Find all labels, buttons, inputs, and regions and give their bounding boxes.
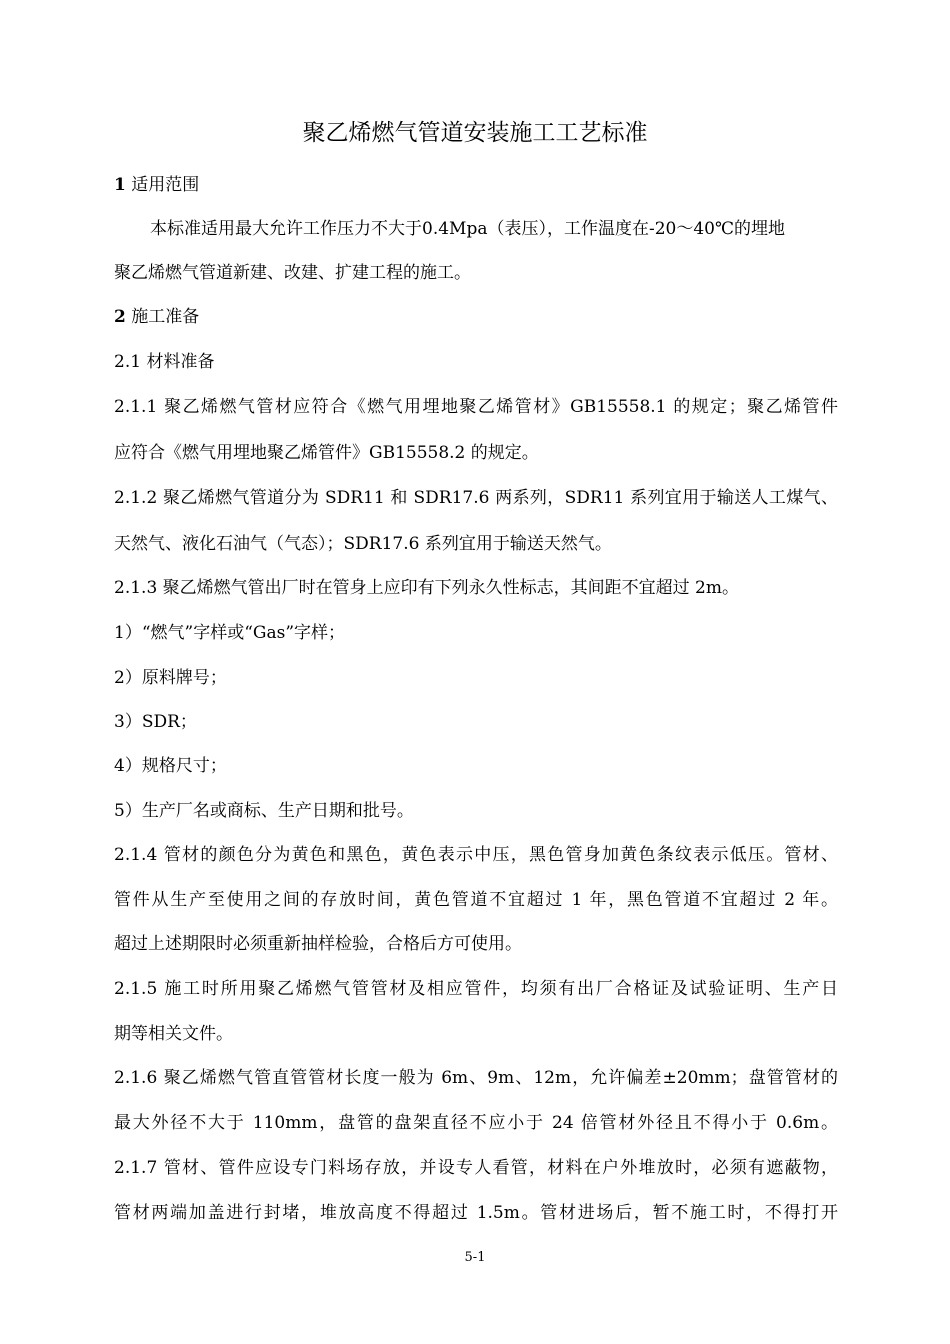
subsection-heading: 2.1 材料准备 — [114, 352, 215, 372]
section-number: 1 — [114, 175, 126, 195]
document-title: 聚乙烯燃气管道安装施工工艺标准 — [302, 120, 648, 146]
section-title: 适用范围 — [131, 175, 200, 195]
paragraph-line: 超过上述期限时必须重新抽样检验，合格后方可使用。 — [114, 934, 522, 954]
paragraph-line: 聚乙烯燃气管道新建、改建、扩建工程的施工。 — [114, 263, 471, 283]
paragraph-line: 2.1.5 施工时所用聚乙烯燃气管管材及相应管件，均须有出厂合格证及试验证明、生产日 — [114, 979, 838, 999]
paragraph-line: 本标准适用最大允许工作压力不大于0.4Mpa（表压），工作温度在-20～40℃的埋地 — [150, 219, 785, 239]
list-item: 2）原料牌号； — [114, 668, 227, 688]
paragraph-line: 2.1.2 聚乙烯燃气管道分为 SDR11 和 SDR17.6 两系列，SDR11 系列宜用于输送人工煤气、 — [114, 488, 838, 508]
list-item: 1）“燃气”字样或“Gas”字样； — [114, 623, 346, 643]
list-item: 3）SDR； — [114, 712, 197, 732]
paragraph-line: 管件从生产至使用之间的存放时间，黄色管道不宜超过 1 年，黑色管道不宜超过 2 年。 — [114, 890, 838, 910]
section-heading — [114, 304, 838, 330]
paragraph-line: 2.1.7 管材、管件应设专门料场存放，并设专人看管，材料在户外堆放时，必须有遮蔽物， — [114, 1158, 838, 1178]
section-heading — [114, 172, 838, 198]
page-number: 5-1 — [464, 1250, 486, 1265]
paragraph-line: 2.1.1 聚乙烯燃气管材应符合《燃气用埋地聚乙烯管材》GB15558.1 的规定；聚乙烯管件 — [114, 397, 838, 417]
list-item: 4）规格尺寸； — [114, 756, 227, 776]
paragraph-line: 最大外径不大于 110mm，盘管的盘架直径不应小于 24 倍管材外径且不得小于 0.6m。 — [114, 1113, 838, 1133]
paragraph-line: 期等相关文件。 — [114, 1024, 233, 1044]
paragraph-line: 管材两端加盖进行封堵，堆放高度不得超过 1.5m。管材进场后，暂不施工时，不得打开 — [114, 1203, 838, 1223]
list-item: 5）生产厂名或商标、生产日期和批号。 — [114, 801, 414, 821]
paragraph-line: 天然气、液化石油气（气态）；SDR17.6 系列宜用于输送天然气。 — [114, 534, 612, 554]
section-title: 施工准备 — [131, 307, 200, 327]
paragraph-line: 2.1.4 管材的颜色分为黄色和黑色，黄色表示中压，黑色管身加黄色条纹表示低压。管材、 — [114, 845, 838, 865]
paragraph-line: 应符合《燃气用埋地聚乙烯管件》GB15558.2 的规定。 — [114, 443, 539, 463]
section-number: 2 — [114, 307, 126, 327]
paragraph-line: 2.1.3 聚乙烯燃气管出厂时在管身上应印有下列永久性标志，其间距不宜超过 2m。 — [114, 578, 739, 598]
paragraph-line: 2.1.6 聚乙烯燃气管直管管材长度一般为 6m、9m、12m，允许偏差±20mm；盘管管材的 — [114, 1068, 838, 1088]
